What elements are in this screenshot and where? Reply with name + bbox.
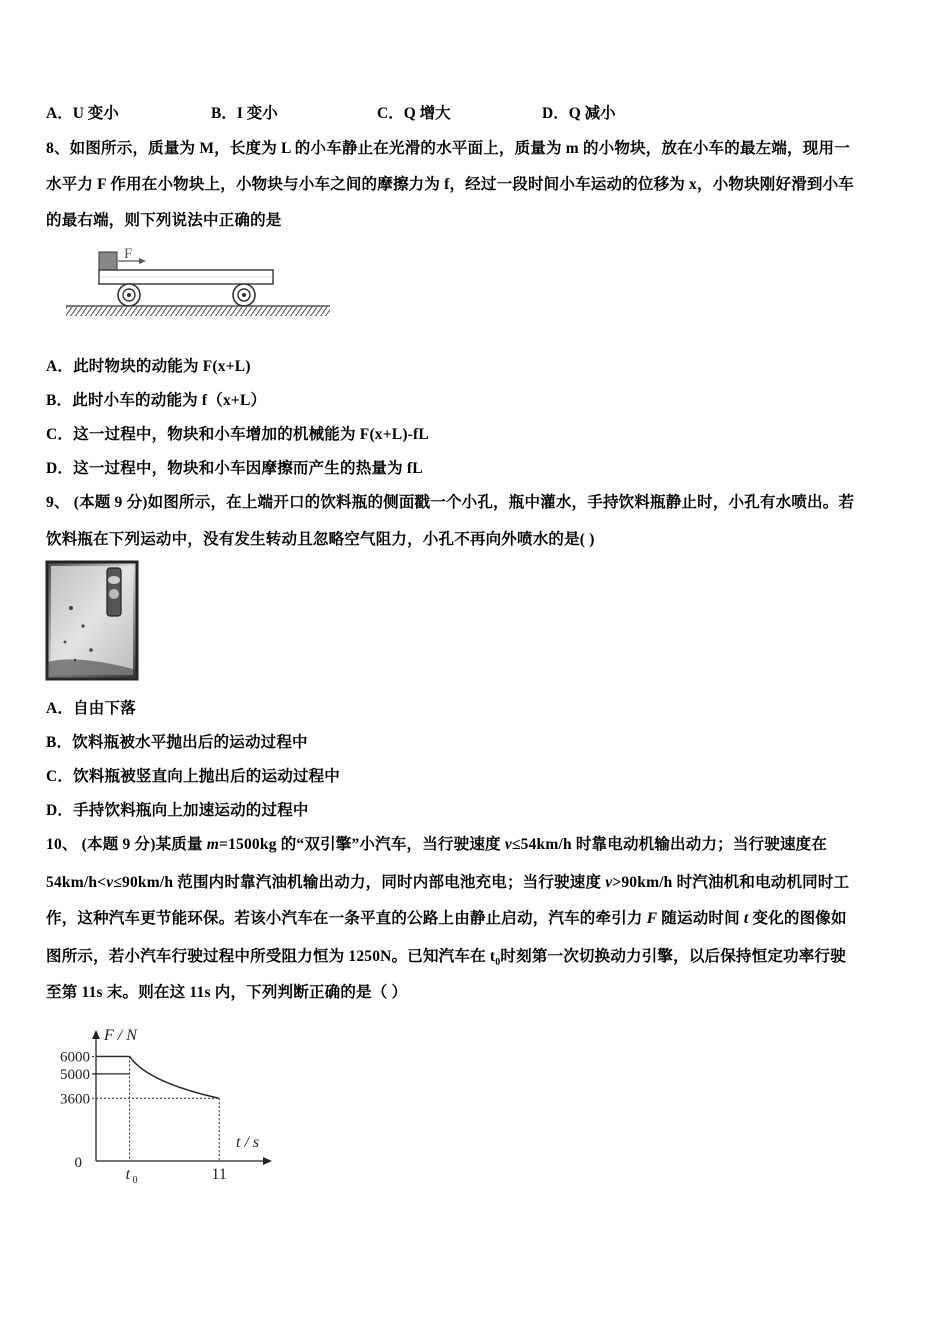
- q9-stem-line-1: 9、 (本题 9 分)如图所示，在上端开口的饮料瓶的侧面戳一个小孔，瓶中灌水，手持饮料瓶静止时，小孔有水喷出。若: [46, 494, 855, 511]
- origin-label: 0: [74, 1155, 82, 1171]
- left-wheel: [118, 284, 140, 306]
- y-tick-label: 5000: [60, 1066, 90, 1083]
- q7-option-a: A．U 变小: [46, 105, 119, 122]
- y-tick-label: 6000: [60, 1049, 90, 1066]
- q9-stem-line-2: 饮料瓶在下列运动中，没有发生转动且忽略空气阻力，小孔不再向外喷水的是( ): [46, 531, 595, 548]
- x-tick-t0: t: [125, 1166, 131, 1183]
- q9-option-c: C．饮料瓶被竖直向上抛出后的运动过程中: [46, 768, 340, 785]
- x-tick-t0-sub: 0: [132, 1175, 138, 1186]
- y-axis-arrow: [92, 1030, 100, 1039]
- q9-option-a: A．自由下落: [46, 700, 136, 717]
- series-curve: [130, 1056, 220, 1098]
- block: [99, 252, 117, 270]
- force-time-chart: [40, 1018, 280, 1188]
- q8-stem-line-2: 水平力 F 作用在小物块上，小物块与小车之间的摩擦力为 f，经过一段时间小车运动的位移为 x，小物块刚好滑到小车: [46, 176, 855, 193]
- right-wheel: [233, 284, 255, 306]
- y-tick-label: 3600: [60, 1091, 90, 1108]
- force-label: F: [124, 246, 133, 262]
- q8-option-d: D．这一过程中，物块和小车因摩擦而产生的热量为 fL: [46, 460, 423, 477]
- q7-option-c: C．Q 增大: [377, 105, 451, 122]
- x-axis-label: t / s: [236, 1134, 260, 1151]
- q10-stem-line-5: 至第 11s 末。则在这 11s 内，下列判断正确的是（ ）: [46, 984, 408, 1001]
- bottle-photo: [47, 562, 137, 679]
- cart-figure: [62, 244, 334, 324]
- q10-stem-line-4: 图所示，若小汽车行驶过程中所受阻力恒为 1250N。已知汽车在 $t_0$时刻第一次切换动力引擎，以后保持恒定功率行驶: [46, 948, 846, 969]
- q8-option-b: B．此时小车的动能为 f（x+L）: [46, 392, 267, 409]
- q8-option-c: C．这一过程中，物块和小车增加的机械能为 F(x+L)-fL: [46, 426, 429, 443]
- q8-option-a: A．此时物块的动能为 F(x+L): [46, 358, 251, 375]
- q9-option-b: B．饮料瓶被水平抛出后的运动过程中: [46, 734, 308, 751]
- x-axis-arrow: [263, 1157, 272, 1165]
- q8-stem-line-3: 的最右端，则下列说法中正确的是: [46, 212, 282, 229]
- q7-option-b: B．I 变小: [211, 105, 278, 122]
- y-axis-label: F / N: [104, 1027, 137, 1044]
- q8-stem-line-1: 8、如图所示，质量为 M，长度为 L 的小车静止在光滑的水平面上，质量为 m 的小物块，放在小车的最左端，现用一: [46, 140, 850, 157]
- q10-stem-line-2: 54km/h<v≤90km/h 范围内时靠汽油机输出动力，同时内部电池充电；当行驶速度 v>90km/h 时汽油机和电动机同时工: [46, 874, 850, 891]
- q10-stem-line-3: 作，这种汽车更节能环保。若该小汽车在一条平直的公路上由静止启动，汽车的牵引力 F 随运动时间 t 变化的图像如: [46, 910, 847, 927]
- x-tick-11: 11: [211, 1166, 227, 1183]
- q7-option-d: D．Q 减小: [542, 105, 616, 122]
- q9-option-d: D．手持饮料瓶向上加速运动的过程中: [46, 802, 309, 819]
- q10-stem-line-1: 10、 (本题 9 分)某质量 m=1500kg 的“双引擎”小汽车，当行驶速度 v≤54km/h 时靠电动机输出动力；当行驶速度在: [46, 836, 828, 853]
